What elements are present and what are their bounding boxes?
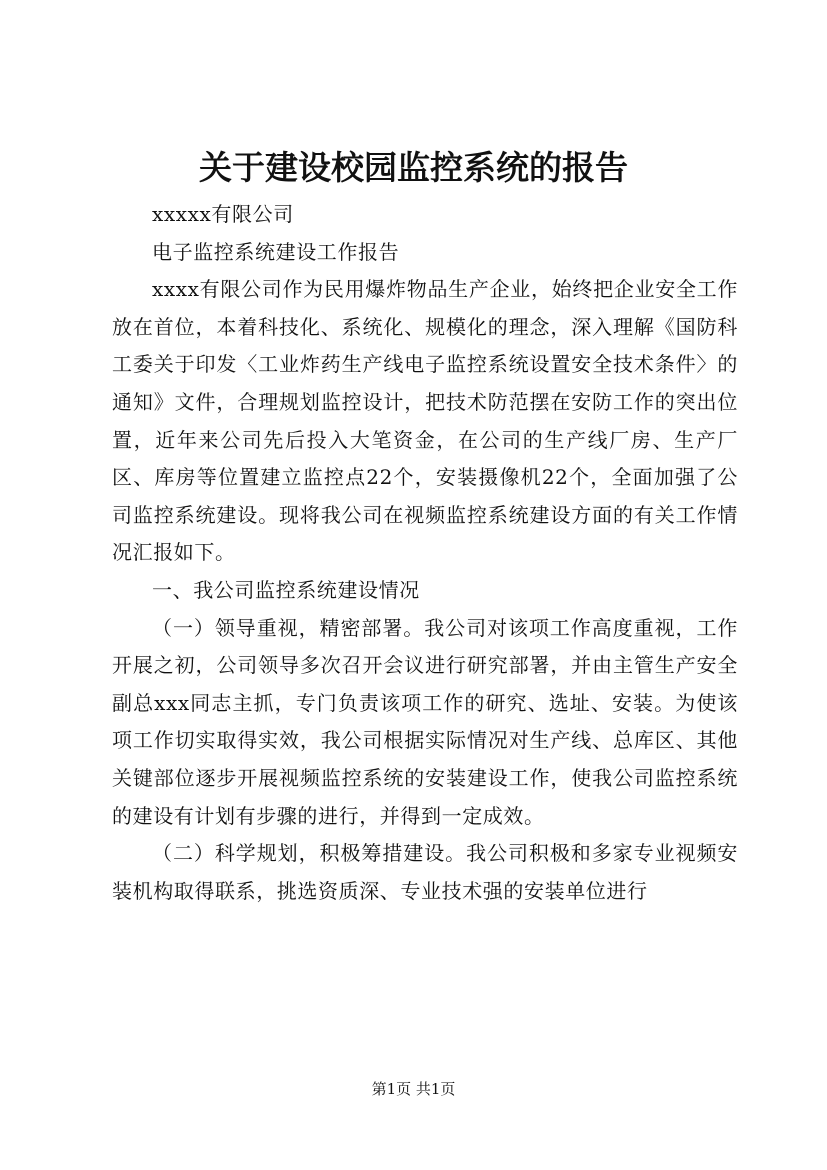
intro-paragraph: xxxx有限公司作为民用爆炸物品生产企业，始终把企业安全工作放在首位，本着科技化、系统化、规模化的理念，深入理解《国防科工委关于印发〈工业炸药生产线电子监控系统设置安全技术条件〉的通知》文件，合理规划监控设计，把技术防范摆在安防工作的突出位置，近年来公司先后投入大笔资金，在公司的生产线厂房、生产厂区、库房等位置建立监控点22个，安装摄像机22个，全面加强了公司监控系统建设。现将我公司在视频监控系统建设方面的有关工作情况汇报如下。 — [112, 277, 738, 565]
section-heading: 一、我公司监控系统建设情况 — [152, 577, 420, 602]
body-paragraph-1: （一）领导重视，精密部署。我公司对该项工作高度重视，工作开展之初，公司领导多次召开会议进行研究部署，并由主管生产安全副总xxx同志主抓，专门负责该项工作的研究、选址、安装。为使该项工作切实取得实效，我公司根据实际情况对生产线、总库区、其他关键部位逐步开展视频监控系统的安装建设工作，使我公司监控系统的建设有计划有步骤的进行，并得到一定成效。 — [112, 615, 738, 828]
page-footer: 第1页 共1页 — [371, 1080, 456, 1098]
report-subtitle-line: 电子监控系统建设工作报告 — [152, 239, 400, 264]
document-title: 关于建设校园监控系统的报告 — [199, 148, 628, 187]
document-body — [112, 196, 738, 910]
company-name-line: xxxxx有限公司 — [152, 202, 294, 226]
body-paragraph-2: （二）科学规划，积极筹措建设。我公司积极和多家专业视频安装机构取得联系，挑选资质深、专业技术强的安装单位进行 — [112, 841, 738, 903]
